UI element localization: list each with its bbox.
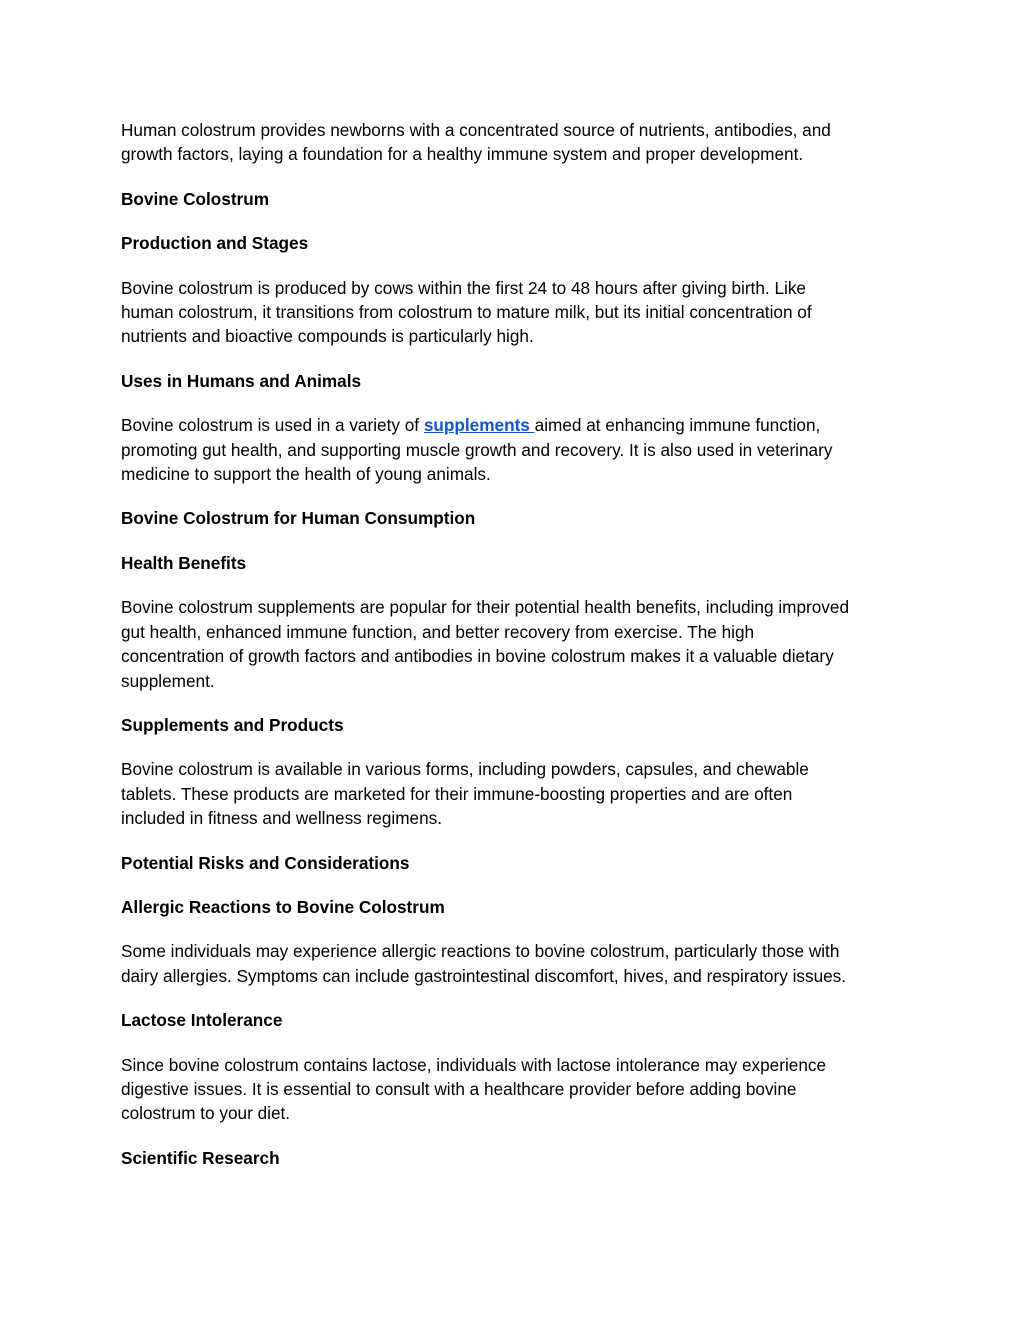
heading-supplements-and-products: Supplements and Products: [121, 714, 344, 735]
text-line: Human colostrum provides newborns with a concentrated source of nutrients, antibodies, and: [121, 120, 831, 140]
heading-scientific-research: Scientific Research: [121, 1147, 280, 1168]
paragraph-allergic-reactions: [121, 939, 911, 988]
paragraph-uses: [121, 413, 911, 486]
text-segment: Bovine colostrum is used in a variety of: [121, 415, 424, 436]
paragraph-production: [121, 276, 911, 349]
text-line: Bovine colostrum is produced by cows within the first 24 to 48 hours after giving birth. Like: [121, 277, 806, 298]
text-line: tablets. These products are marketed for their immune-boosting properties and are often: [121, 783, 793, 804]
heading-uses-in-humans-and-animals: Uses in Humans and Animals: [121, 370, 362, 391]
heading-production-and-stages: Production and Stages: [121, 233, 309, 254]
text-line: [121, 413, 911, 437]
heading-human-consumption: Bovine Colostrum for Human Consumption: [121, 508, 476, 529]
text-line: human colostrum, it transitions from colostrum to mature milk, but its initial concentration of: [121, 302, 812, 323]
text-line: gut health, enhanced immune function, and better recovery from exercise. The high: [121, 621, 755, 642]
text-line: Some individuals may experience allergic reactions to bovine colostrum, particularly those with: [121, 941, 840, 962]
text-line: included in fitness and wellness regimens.: [121, 808, 443, 829]
text-line: growth factors, laying a foundation for a healthy immune system and proper development.: [121, 144, 804, 165]
paragraph-human-colostrum: [121, 118, 911, 167]
text-line: medicine to support the health of young animals.: [121, 464, 491, 485]
text-line: digestive issues. It is essential to consult with a healthcare provider before adding bovine: [121, 1078, 797, 1099]
heading-potential-risks: Potential Risks and Considerations: [121, 852, 410, 873]
text-line: Bovine colostrum is available in various forms, including powders, capsules, and chewable: [121, 759, 809, 780]
text-line: supplement.: [121, 670, 215, 691]
text-line: dairy allergies. Symptoms can include gastrointestinal discomfort, hives, and respiratory issues.: [121, 965, 847, 986]
text-line: promoting gut health, and supporting muscle growth and recovery. It is also used in veterinary: [121, 439, 833, 460]
supplements-link[interactable]: supplements: [423, 415, 535, 436]
text-line: Bovine colostrum supplements are popular for their potential health benefits, including improved: [121, 597, 850, 618]
heading-allergic-reactions: Allergic Reactions to Bovine Colostrum: [121, 896, 445, 917]
text-line: concentration of growth factors and antibodies in bovine colostrum makes it a valuable dietary: [121, 646, 834, 667]
paragraph-supplements: [121, 757, 911, 830]
heading-bovine-colostrum: Bovine Colostrum: [121, 188, 270, 209]
heading-lactose-intolerance: Lactose Intolerance: [121, 1010, 283, 1031]
heading-health-benefits: Health Benefits: [121, 552, 247, 573]
document-page: [121, 118, 911, 1190]
text-line: colostrum to your diet.: [121, 1103, 291, 1124]
text-segment: aimed at enhancing immune function,: [534, 415, 821, 436]
paragraph-lactose-intolerance: [121, 1053, 911, 1126]
text-line: nutrients and bioactive compounds is particularly high.: [121, 326, 534, 347]
text-line: Since bovine colostrum contains lactose, individuals with lactose intolerance may experience: [121, 1054, 827, 1075]
paragraph-health-benefits: [121, 595, 911, 693]
